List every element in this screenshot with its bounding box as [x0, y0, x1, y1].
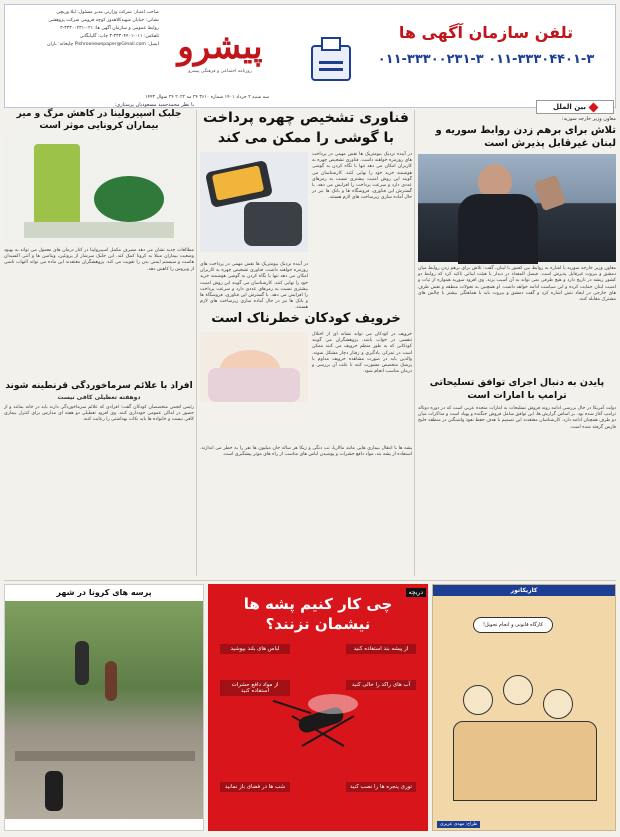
ad-phone-box [361, 21, 611, 91]
baby-headline: خرویف کودکان خطرناک است [211, 311, 401, 326]
masthead-title: پیشرو [177, 27, 263, 67]
kids-kicker: دوهفته تعطیلی کافی نیست [57, 394, 141, 401]
issue-line: سه شنبه ۲ خرداد ۱۴۰۱ شماره ۳۶۱۰ ۲۴ مه ۲۰۲۲ ۲۴ شوال ۱۴۴۳ [145, 95, 269, 100]
mosquito-tip: آب های راکد را خالی کنید [346, 680, 416, 690]
face-headline: فناوری تشخیص چهره پرداخت با گوشی را ممکن می کند [203, 110, 409, 146]
masthead-logo [175, 27, 265, 87]
mosquito-tips [216, 636, 420, 826]
publisher-info [9, 9, 159, 93]
kids-body: رئیس انجمن متخصصان کودکان گفت: افرادی که علائم سرماخوردگی دارند باید در خانه بمانند و از حضور در اماکن عمومی خودداری کنند. وی افزود تعطیلی دو هفته ای مدارس برای کنترل بیماری کافی نیست و خانواده ها باید نکات بهداشتی را رعایت کنند. [4, 405, 194, 423]
ad-phone-title: تلفن سازمان آگهی ها [398, 23, 574, 42]
spirulina-kicker: با نظر محمدحمید مسعودیان پرستاری: [114, 102, 194, 108]
fax-icon [311, 45, 351, 81]
mosquito-text-body: پشه ها با انتقال بیماری هایی مانند مالاریا، تب دنگی و زیکا هر ساله جان میلیون ها نفر را به خطر می اندازند. استفاده از پشه بند، مواد دافع حشرات و پوشیدن لباس های مناسب از راه های موثر پیشگیری است. [200, 446, 412, 458]
publisher-line: تلفکس: ۰۱۱-۳۳۳۰۴۴۰۱-۳ چاپ: گلپایگانی [79, 34, 159, 39]
corona-photo [5, 601, 203, 819]
syria-photo [418, 154, 616, 262]
kids-headline: افراد با علائم سرماخوردگی قرنطینه شوند [5, 381, 193, 391]
masthead-subtitle: روزنامه اجتماعی و فرهنگی پیشرو [188, 69, 252, 74]
corona-caption: عکس: مجید حسینی [161, 823, 199, 828]
syria-story [418, 114, 616, 372]
spirulina-body: مطالعات جدید نشان می دهد مصرف مکمل اسپیرولینا در کنار درمان های معمول می تواند به بهبود وضعیت بیماران مبتلا به کرونا کمک کند. این جلبک سرشار از پروتئین، ویتامین ها و آنتی اکسیدان هاست و سیستم ایمنی بدن را تقویت می کند. پژوهشگران معتقدند این ماده می تواند التهاب ناشی از ویروس را کاهش دهد. [4, 248, 194, 272]
mosquito-tip: شب ها در فضای باز نمانید [220, 782, 290, 792]
baby-story [200, 310, 412, 576]
kids-story [4, 380, 194, 576]
spirulina-headline: جلبک اسپیرولینا در کاهش مرگ و میر بیماران کرونایی موثر است [16, 109, 182, 131]
cartoon-label: کاریکاتور [433, 585, 615, 596]
section-label [536, 100, 614, 114]
face-body-continued: در آینده نزدیک بیومتریک ها نقش مهمی در پرداخت های روزمره خواهند داشت. فناوری تشخیص چهره به کاربران امکان می دهد تنها با نگاه کردن به گوشی هوشمند خرید خود را نهایی کنند. کارشناسان می گویند این روش امنیت بیشتری نسبت به رمزهای عددی دارد و سرعت پرداخت را افزایش می دهد. با گسترش این فناوری، فروشگاه ها و بانک ها نیز در حال آماده سازی زیرساخت های لازم هستند. [200, 262, 308, 311]
baby-photo [200, 332, 308, 402]
baby-body: خروپف در کودکان می تواند نشانه ای از اختلال تنفسی در خواب باشد. پژوهشگران می گویند کودکانی که به طور منظم خروپف می کنند ممکن است در تمرکز، یادگیری و رفتار دچار مشکل شوند. والدین باید در صورت مشاهده خروپف مداوم با پزشک متخصص مشورت کنند تا علت آن بررسی و درمان مناسب انجام شود. [312, 332, 412, 375]
trump-story [418, 376, 616, 576]
diamond-icon [589, 102, 599, 112]
trump-headline: پایدن به دنبال اجرای توافق تسلیحاتی ترامپ با امارات است [429, 377, 605, 401]
section-label-text: بین الملل [552, 103, 587, 111]
corona-label: پرسه های کرونا در شهر [5, 585, 203, 601]
mosquito-tip: توری پنجره ها را نصب کنید [346, 782, 416, 792]
mosquito-title-1: چی کار کنیم پشه ها [243, 595, 393, 613]
mosquito-tip: از پیشه بند استفاده کنید [346, 644, 416, 654]
mosquito-tip: از مواد دافع حشرات استفاده کنید [220, 680, 290, 696]
mosquito-title-2: نیشمان نزنند؟ [265, 615, 371, 633]
cartoon-caption: طراح: مهدی عزیزی [437, 821, 480, 828]
mosquito-tip: لباس های بلند بپوشید [220, 644, 290, 654]
spirulina-photo [4, 136, 194, 244]
spirulina-story [4, 100, 194, 376]
publisher-line: نشانی: خیابان شهیدکلاهدوز کوچه قزوینی شرکت پژوهشی [48, 18, 159, 23]
publisher-line: روابط عمومی و سازمان آگهی ها: ۰۲۱-۳۳۳۰۰۲۳۱-۳ [60, 26, 159, 31]
mosquito-infographic [208, 584, 428, 831]
ad-phone-numbers: ۰۱۱-۳۳۳۰۰۲۳۱-۳ ۰۱۱-۳۳۳۰۴۴۰۱-۳ [377, 52, 595, 67]
face-body: در آینده نزدیک بیومتریک ها نقش مهمی در پرداخت های روزمره خواهند داشت. فناوری تشخیص چهره به کاربران امکان می دهد تنها با نگاه کردن به گوشی هوشمند خرید خود را نهایی کنند. کارشناسان می گویند این روش امنیت بیشتری نسبت به رمزهای عددی دارد و سرعت پرداخت را افزایش می دهد. با گسترش این فناوری، فروشگاه ها و بانک ها نیز در حال آماده سازی زیرساخت های لازم هستند. [312, 152, 412, 201]
phone-pos-photo [200, 152, 308, 252]
cartoon-drawing [443, 665, 607, 813]
face-body-tail [200, 262, 308, 311]
publisher-line: ایمیل: Pishroonewspaper@Gmail.com چاپخانه: باران [47, 42, 159, 47]
cartoon-speech: کارگاه قانونی و انجام تحویل! [473, 617, 553, 633]
masthead [4, 4, 616, 108]
corona-photo-box [4, 584, 204, 831]
syria-headline: تلاش برای برهم زدن روابط سوریه و لبنان غیرقابل پذیرش است [435, 125, 616, 149]
syria-kicker: معاون وزیر خارجه سوریه: [561, 116, 616, 122]
cartoon-box [432, 584, 616, 831]
mosquito-side-label: دریچه [406, 588, 426, 597]
syria-body: معاون وزیر خارجه سوریه با اشاره به روابط بین کشور با لبنان، گفت: تلاش برای برهم زدن روابط میان دمشق و بیروت غیرقابل پذیرش است. فیصل المقداد در دیدار با هیئت لبنانی تاکید کرد که روابط دو کشور ریشه در تاریخ دارد و هیچ طرفی نمی تواند به آن آسیب بزند. وی افزود سوریه همواره از ثبات و امنیت لبنان حمایت کرده و این سیاست ادامه خواهد داشت. او همچنین به تحولات منطقه و نقش طرف های خارجی در ایجاد تنش اشاره کرد و گفت دمشق و بیروت باید با هماهنگی بیشتر با چالش های مشترک مقابله کنند. [418, 266, 616, 303]
trump-body: دولت آمریکا در حال بررسی ادامه روند فروش تسلیحات به امارات متحده عربی است که در دوره دونالد ترامپ آغاز شده بود. بر اساس گزارش ها، این توافق شامل فروش جنگنده و پهپاد است و مذاکرات میان دو طرف همچنان ادامه دارد. کارشناسان معتقدند این تصمیم با هدف حفظ نفوذ واشنگتن در منطقه خلیج فارس گرفته شده است. [418, 406, 616, 430]
publisher-line: صاحب امتیاز: شرکت وزارتی مدیر مسئول: لیلا وریچی [56, 10, 159, 15]
